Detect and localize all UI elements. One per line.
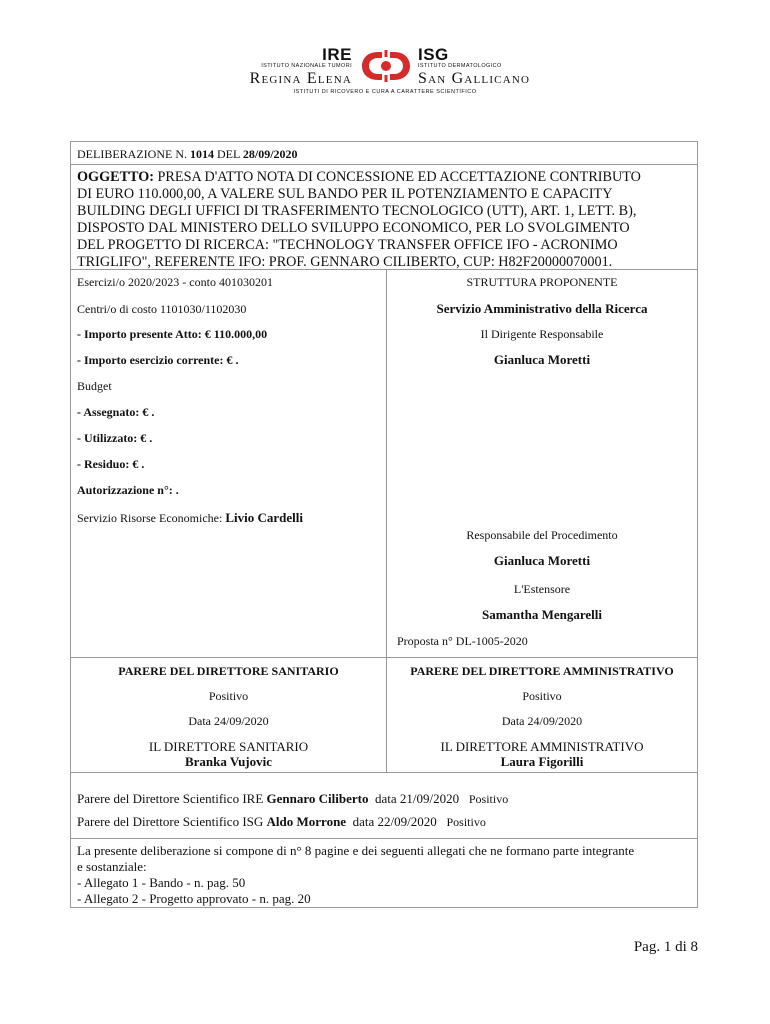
parere-amministrativo-title: PARERE DEL DIRETTORE AMMINISTRATIVO	[410, 664, 674, 678]
parere-scientifico-isg	[77, 814, 486, 830]
pareri-section	[70, 657, 698, 773]
parere-ire-data: data 21/09/2020	[374, 791, 460, 806]
letterhead	[0, 40, 770, 100]
estensore-name: Samantha Mengarelli	[481, 607, 602, 622]
assegnato-text: - Assegnato: € .	[77, 405, 155, 419]
allegati-intro-cont: e sostanziale:	[77, 859, 147, 874]
isg-name: San Gallicano	[418, 70, 531, 87]
parere-sanitario-esito: Positivo	[208, 689, 249, 703]
parere-amministrativo-esito: Positivo	[522, 689, 562, 703]
servizio-risorse	[77, 510, 303, 526]
main-section	[70, 269, 698, 658]
deliberazione-line	[77, 147, 298, 162]
allegati-text	[77, 843, 693, 907]
isg-logo	[418, 46, 530, 87]
parere-sanitario-title: PARERE DEL DIRETTORE SANITARIO	[118, 664, 339, 678]
parere-ire-label: Parere del Direttore Scientifico IRE	[77, 791, 264, 806]
centri-costo-text: Centri/o di costo 1101030/1102030	[77, 302, 247, 316]
residuo-text: - Residuo: € .	[77, 457, 145, 471]
institutes-subline: ISTITUTI DI RICOVERO E CURA A CARATTERE SCIENTIFICO	[293, 89, 477, 95]
proposta-number: Proposta n° DL-1005-2020	[397, 634, 528, 648]
dirigente-label: Il Dirigente Responsabile	[480, 327, 604, 341]
page-number: Pag. 1 di 8	[633, 939, 698, 955]
parere-amministrativo-data: Data 24/09/2020	[501, 714, 583, 728]
deliberazione-date: 28/09/2020	[242, 147, 298, 161]
responsabile-name: Gianluca Moretti	[493, 553, 591, 568]
direttore-sanitario-name: Branka Vujovic	[184, 754, 273, 769]
dirigente-name: Gianluca Moretti	[493, 352, 591, 367]
oggetto-label: OGGETTO:	[77, 169, 154, 185]
direttore-sanitario-role: IL DIRETTORE SANITARIO	[148, 739, 309, 754]
esercizi-text: Esercizi/o 2020/2023 - conto 401030201	[77, 275, 273, 289]
parere-ire-name: Gennaro Ciliberto	[266, 791, 369, 806]
responsabile-label: Responsabile del Procedimento	[466, 528, 618, 542]
parere-ire-esito: Positivo	[468, 792, 509, 806]
allegato-item: - Allegato 1 - Bando - n. pag. 50	[77, 875, 246, 890]
servizio-risorse-label: Servizio Risorse Economiche:	[77, 511, 223, 525]
ire-subtitle: ISTITUTO NAZIONALE TUMORI	[261, 63, 352, 69]
parere-isg-esito: Positivo	[446, 815, 486, 829]
isg-abbr: ISG	[418, 45, 449, 64]
estensore-label: L'Estensore	[513, 582, 571, 596]
servizio-proponente: Servizio Amministrativo della Ricerca	[436, 301, 648, 316]
oggetto-text	[77, 169, 693, 271]
ire-name: Regina Elena	[249, 70, 352, 87]
budget-label: Budget	[77, 379, 112, 393]
autorizzazione-text: Autorizzazione n°: .	[77, 483, 179, 497]
servizio-risorse-name: Livio Cardelli	[225, 510, 303, 525]
oggetto-box	[70, 164, 698, 270]
deliberazione-del: DEL	[216, 147, 240, 161]
parere-isg-label: Parere del Direttore Scientifico ISG	[77, 814, 264, 829]
isg-subtitle: ISTITUTO DERMATOLOGICO	[418, 63, 502, 69]
allegato-item: - Allegato 2 - Progetto approvato - n. pag. 20	[77, 891, 311, 906]
pareri-scientifici-section	[70, 772, 698, 839]
allegati-intro: La presente deliberazione si compone di n° 8 pagine e dei seguenti allegati che ne formano parte integrante	[77, 843, 635, 858]
direttore-amministrativo-role: IL DIRETTORE AMMINISTRATIVO	[440, 739, 644, 754]
allegati-section	[70, 838, 698, 908]
parere-sanitario-data: Data 24/09/2020	[188, 714, 269, 728]
parere-isg-name: Aldo Morrone	[266, 814, 347, 829]
importo-esercizio-text: - Importo esercizio corrente: € .	[77, 353, 239, 367]
ire-logo	[250, 46, 352, 87]
struttura-proponente-label: STRUTTURA PROPONENTE	[466, 275, 618, 289]
parere-isg-data: data 22/09/2020	[352, 814, 437, 829]
direttore-amministrativo-name: Laura Figorilli	[500, 754, 584, 769]
deliberazione-prefix: DELIBERAZIONE N.	[77, 147, 187, 161]
ire-abbr: IRE	[322, 45, 352, 64]
institute-emblem-icon	[360, 48, 412, 84]
deliberazione-box	[70, 141, 698, 165]
deliberazione-number: 1014	[189, 147, 214, 161]
utilizzato-text: - Utilizzato: € .	[77, 431, 153, 445]
importo-atto-text: - Importo presente Atto: € 110.000,00	[77, 327, 268, 341]
oggetto-body: PRESA D'ATTO NOTA DI CONCESSIONE ED ACCETTAZIONE CONTRIBUTO DI EURO 110.000,00, A VALERE SUL BANDO PER IL POTENZIAMENTO E CAPACITY BUILDING DEGLI UFFICI DI TRASFERIMENTO TECNOLOGICO (UTT), ART. 1, LETT. B), DISPOSTO DAL MINISTERO DELLO SVILUPPO ECONOMICO, PER LO SVOLGIMENTO DEL PROGETTO DI RICERCA: "TECHNOLOGY TRANSFER OFFICE IFO - ACRONIMO TRIGLIFO", REFERENTE IFO: PROF. GENNARO CILIBERTO, CUP: H82F20000070001.	[77, 169, 641, 270]
parere-scientifico-ire	[77, 791, 508, 807]
